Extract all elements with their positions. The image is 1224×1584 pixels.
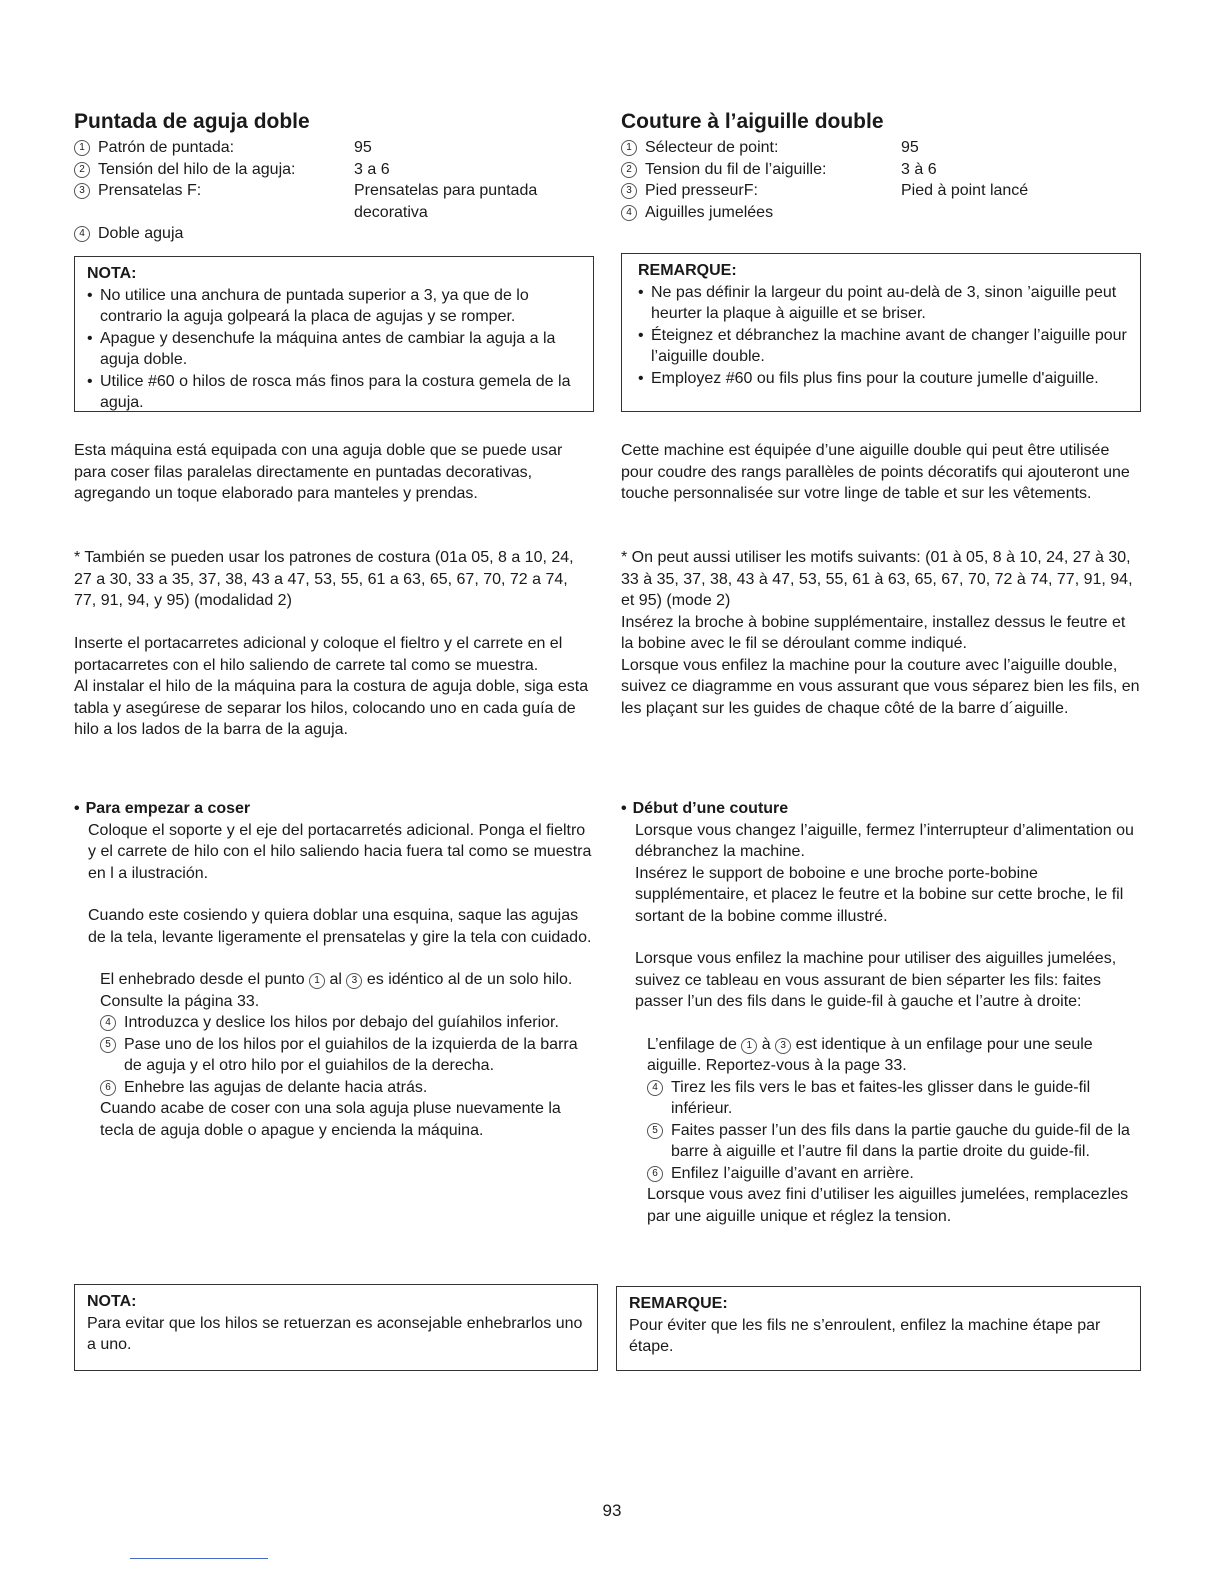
paragraph: Esta máquina está equipada con una aguja doble que se puede usar para coser filas paralelas directamente en puntadas decorativas, agregando un toque elaborado para manteles y prendas. bbox=[74, 442, 563, 502]
step-item: 4 Tirez les fils vers le bas et faites-les glisser dans le guide-fil inférieur. bbox=[647, 1077, 1141, 1120]
subheading: Para empezar a coser bbox=[85, 800, 251, 817]
circled-number: 3 bbox=[775, 1038, 791, 1054]
paragraph: Insérez le support de boboine e une broche porte-bobine supplémentaire, et placez le feutre et la bobine sur cette broche, le fil sortant de la bobine comme illustré. bbox=[635, 864, 1124, 925]
circled-number: 3 bbox=[74, 183, 90, 199]
paragraph: Cuando acabe de coser con una sola aguja pluse nuevamente la tecla de aguja doble o apague y encienda la máquina. bbox=[100, 1100, 561, 1139]
note-box-2-fr bbox=[616, 1286, 1141, 1371]
paragraph: Lorsque vous enfilez la machine pour utiliser des aiguilles jumelées, suivez ce tableau en vous assurant de bien séparter les fils: faites passer l’un des fils dans le guide-fil à gauche et l’autre à droite: bbox=[635, 950, 1117, 1010]
spec-value bbox=[354, 223, 594, 245]
note-item: • Éteignez et débranchez la machine avant de changer l’aiguille pour l’aiguille double. bbox=[638, 325, 1128, 368]
paragraph: Coloque el soporte y el eje del portacarretés adicional. Ponga el fieltro y el carrete de hilo con el hilo saliendo hacia fuera tal como se muestra en l a ilustración. bbox=[88, 821, 592, 882]
step-item: 6 Enhebre las agujas de delante hacia atrás. bbox=[100, 1077, 594, 1099]
circled-number: 1 bbox=[309, 973, 325, 989]
spec-list-fr bbox=[621, 137, 1141, 223]
spec-value: 3 a 6 bbox=[354, 160, 390, 178]
note-text: Pour éviter que les fils ne s’enroulent, enfilez la machine étape par étape. bbox=[629, 1316, 1101, 1355]
paragraph: Cette machine est équipée d’une aiguille double qui peut être utilisée pour coudre des rangs parallèles de points décoratifs qui ajouteront une touche personnalisée sur votre linge de table et sur les vêtements. bbox=[621, 442, 1130, 502]
note-box-es bbox=[74, 256, 594, 412]
paragraph: Lorsque vous enfilez la machine pour la couture avec l’aiguille double, suivez ce diagramme en vous assurant que vous séparez bien les fils, en les plaçant sur les guides de chaque côté de la barre d´aiguille. bbox=[621, 656, 1140, 717]
circled-number: 4 bbox=[74, 226, 90, 242]
section-title-fr: Couture à l’aiguille double bbox=[621, 110, 884, 133]
bullet: • bbox=[621, 800, 627, 817]
note-title: REMARQUE: bbox=[629, 1295, 728, 1312]
circled-number: 1 bbox=[741, 1038, 757, 1054]
spec-label: Tensión del hilo de la aguja: bbox=[98, 160, 296, 178]
note-item: • Ne pas définir la largeur du point au-delà de 3, sinon ’aiguille peut heurter la plaque à aiguille et se briser. bbox=[638, 282, 1128, 325]
note-box-2-es bbox=[74, 1284, 598, 1371]
spec-label: Doble aguja bbox=[98, 225, 184, 242]
footer-rule bbox=[130, 1558, 268, 1559]
spec-label: Prensatelas F: bbox=[98, 182, 202, 199]
note-title: NOTA: bbox=[87, 265, 137, 282]
circled-number: 3 bbox=[621, 183, 637, 199]
spec-value: Pied à point lancé bbox=[901, 182, 1029, 199]
paragraph: Inserte el portacarretes adicional y coloque el fieltro y el carrete en el portacarretes con el hilo saliendo de carrete tal como se muestra. bbox=[74, 635, 563, 674]
note-item: • Utilice #60 o hilos de rosca más finos para la costura gemela de la aguja. bbox=[87, 371, 581, 414]
threading-intro: L’enfilage de 1 à 3 est identique à un enfilage pour une seule aiguille. Reportez-vous à la page 33. bbox=[647, 1035, 1093, 1074]
note-item: • Apague y desenchufe la máquina antes de cambiar la aguja a la aguja doble. bbox=[87, 328, 581, 371]
threading-intro: El enhebrado desde el punto 1 al 3 es idéntico al de un solo hilo. Consulte la página 33. bbox=[100, 971, 573, 1010]
spec-value bbox=[901, 202, 1141, 224]
spec-value: 95 bbox=[354, 139, 372, 156]
spec-value: Prensatelas para puntada decorativa bbox=[354, 182, 538, 221]
note-title: NOTA: bbox=[87, 1293, 137, 1310]
spec-value: 3 à 6 bbox=[901, 160, 937, 178]
spec-value: 95 bbox=[901, 139, 919, 156]
circled-number: 1 bbox=[621, 140, 637, 156]
start-sewing-fr bbox=[621, 798, 1141, 1227]
paragraph: Al instalar el hilo de la máquina para la costura de aguja doble, siga esta tabla y asegúrese de separar los hilos, colocando uno en cada guía de hilo a los lados de la barra de la aguja. bbox=[74, 678, 589, 738]
circled-number: 2 bbox=[74, 162, 90, 178]
step-item: 6 Enfilez l’aiguille d’avant en arrière. bbox=[647, 1163, 1141, 1185]
circled-number: 3 bbox=[346, 973, 362, 989]
paragraph: Lorsque vous changez l’aiguille, fermez l’interrupteur d’alimentation ou débranchez la machine. bbox=[635, 821, 1134, 860]
spec-label: Aiguilles jumelées bbox=[645, 203, 774, 221]
note-box-fr bbox=[621, 253, 1141, 412]
subheading: Début d’une couture bbox=[632, 800, 789, 817]
spec-label: Tension du fil de l’aiguille: bbox=[645, 160, 827, 178]
page-number: 93 bbox=[602, 1501, 622, 1520]
circled-number: 1 bbox=[74, 140, 90, 156]
start-sewing-es bbox=[74, 798, 594, 1141]
step-item: 5 Faites passer l’un des fils dans la partie gauche du guide-fil de la barre à aiguille et l’autre fil dans la partie droite du guide-fil. bbox=[647, 1120, 1141, 1163]
circled-number: 4 bbox=[621, 205, 637, 221]
note-item: • Employez #60 ou fils plus fins pour la couture jumelle d'aiguille. bbox=[638, 368, 1128, 390]
paragraph: * También se pueden usar los patrones de costura (01a 05, 8 a 10, 24, 27 a 30, 33 a 35, 37, 38, 43 a 47, 53, 55, 61 a 63, 65, 67, 70, 72 a 74, 77, 91, 94, y 95) (modalidad 2) bbox=[74, 549, 574, 609]
note-title: REMARQUE: bbox=[638, 262, 737, 279]
step-item: 5 Pase uno de los hilos por el guiahilos de la izquierda de la barra de aguja y el otro hilo por el guiahilos de la derecha. bbox=[100, 1034, 594, 1077]
spec-label: Patrón de puntada: bbox=[98, 139, 235, 156]
bullet: • bbox=[74, 800, 80, 817]
paragraph: Insérez la broche à bobine supplémentaire, installez dessus le feutre et la bobine avec le fil se déroulant comme indiqué. bbox=[621, 613, 1126, 652]
note-text: Para evitar que los hilos se retuerzan es aconsejable enhebrarlos uno a uno. bbox=[87, 1314, 583, 1353]
section-title-es: Puntada de aguja doble bbox=[74, 110, 310, 133]
spec-label: Sélecteur de point: bbox=[645, 139, 779, 156]
paragraph: * On peut aussi utiliser les motifs suivants: (01 à 05, 8 à 10, 24, 27 à 30, 33 à 35, 37, 38, 43 à 47, 53, 55, 61 à 63, 65, 67, 70, 72 à 74, 77, 91, 94, et 95) (mode 2) bbox=[621, 549, 1133, 609]
paragraph: Lorsque vous avez fini d’utiliser les aiguilles jumelées, remplacezles par une aiguille unique et réglez la tension. bbox=[647, 1186, 1129, 1225]
paragraph: Cuando este cosiendo y quiera doblar una esquina, saque las agujas de la tela, levante ligeramente el prensatelas y gire la tela con cuidado. bbox=[88, 907, 592, 946]
spec-label: Pied presseurF: bbox=[645, 182, 758, 199]
step-item: 4 Introduzca y deslice los hilos por debajo del guíahilos inferior. bbox=[100, 1012, 594, 1034]
note-item: • No utilice una anchura de puntada superior a 3, ya que de lo contrario la aguja golpeará la placa de agujas y se romper. bbox=[87, 285, 581, 328]
circled-number: 2 bbox=[621, 162, 637, 178]
spec-list-es bbox=[74, 137, 594, 245]
